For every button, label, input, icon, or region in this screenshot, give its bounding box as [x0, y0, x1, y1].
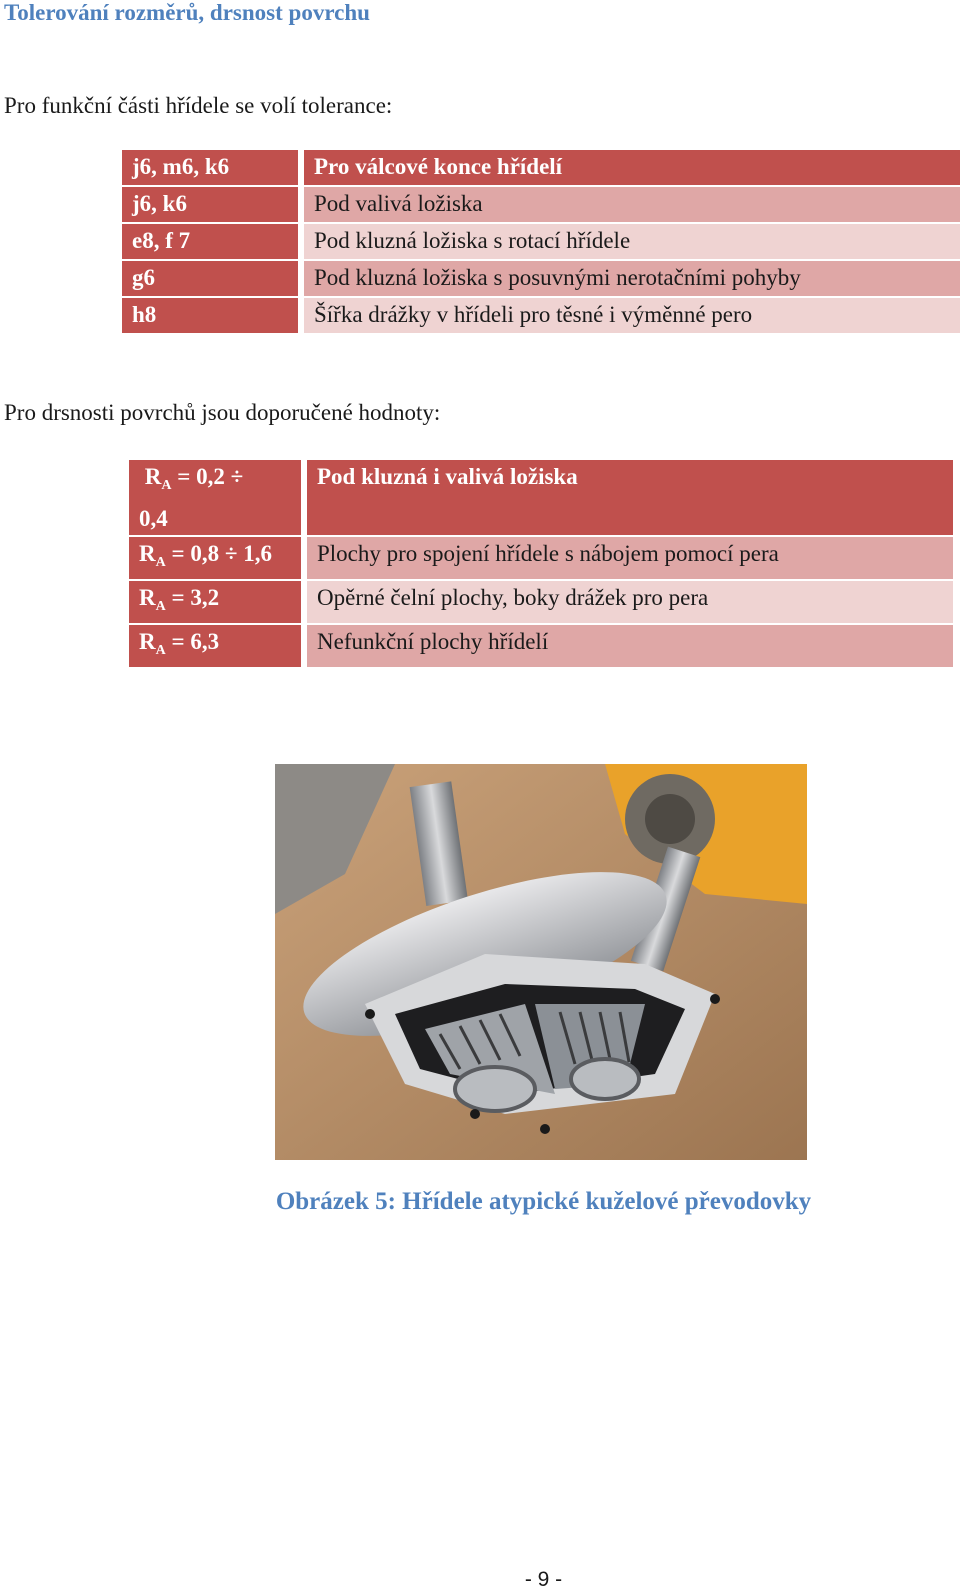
table-row [129, 460, 953, 537]
roughness-value [129, 460, 307, 537]
roughness-subscript: A [161, 478, 172, 493]
roughness-intro: Pro drsnosti povrchů jsou doporučené hodnoty: [4, 400, 441, 425]
tolerance-intro: Pro funkční části hřídele se volí tolerance: [4, 93, 393, 118]
roughness-symbol: R [139, 629, 156, 654]
roughness-value-text: = 0,2 ÷ [177, 464, 244, 489]
roughness-value [129, 625, 307, 669]
roughness-usage: Opěrné čelní plochy, boky drážek pro pera [307, 581, 953, 625]
tolerance-code: h8 [122, 298, 304, 335]
roughness-subscript: A [155, 599, 166, 614]
roughness-usage: Plochy pro spojení hřídele s nábojem pomocí pera [307, 537, 953, 581]
gearbox-illustration [275, 764, 807, 1160]
table-row [122, 187, 960, 224]
roughness-value-text: = 0,8 ÷ 1,6 [171, 541, 272, 566]
roughness-value [129, 581, 307, 625]
roughness-table [129, 460, 953, 669]
roughness-usage: Pod kluzná i valivá ložiska [307, 460, 953, 537]
tolerance-table [122, 150, 960, 335]
roughness-value-text: = 6,3 [171, 629, 220, 654]
table-row [122, 298, 960, 335]
figure-caption: Obrázek 5: Hřídele atypické kuželové převodovky [275, 1188, 812, 1215]
page-number: - 9 - [524, 1568, 563, 1591]
tolerance-usage: Pod kluzná ložiska s rotací hřídele [304, 224, 960, 261]
roughness-value-text: 0,4 [139, 506, 168, 531]
tolerance-code: g6 [122, 261, 304, 298]
tolerance-usage: Pro válcové konce hřídelí [304, 150, 960, 187]
tolerance-usage: Šířka drážky v hřídeli pro těsné i výměnné pero [304, 298, 960, 335]
roughness-symbol: R [144, 464, 162, 489]
table-row [122, 224, 960, 261]
roughness-subscript: A [155, 555, 166, 570]
tolerance-usage: Pod valivá ložiska [304, 187, 960, 224]
roughness-symbol: R [139, 541, 156, 566]
tolerance-usage: Pod kluzná ložiska s posuvnými nerotačními pohyby [304, 261, 960, 298]
tolerance-code: j6, m6, k6 [122, 150, 304, 187]
table-row [122, 261, 960, 298]
tolerance-code: j6, k6 [122, 187, 304, 224]
table-row [129, 581, 953, 625]
section-title: Tolerování rozměrů, drsnost povrchu [4, 0, 370, 25]
tolerance-code: e8, f 7 [122, 224, 304, 261]
table-row [122, 150, 960, 187]
roughness-symbol: R [139, 585, 156, 610]
table-row [129, 625, 953, 669]
gearbox-photo [275, 764, 807, 1160]
roughness-usage: Nefunkční plochy hřídelí [307, 625, 953, 669]
roughness-value-text: = 3,2 [171, 585, 220, 610]
table-row [129, 537, 953, 581]
roughness-subscript: A [155, 643, 166, 658]
roughness-value [129, 537, 307, 581]
